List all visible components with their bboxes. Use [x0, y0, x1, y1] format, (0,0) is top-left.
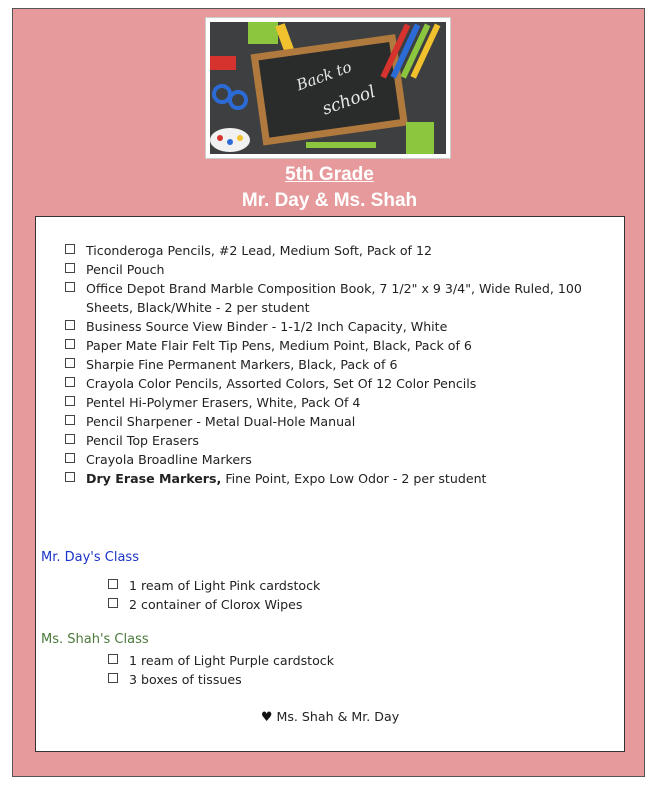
supply-item-text: Fine Point, Expo Low Odor - 2 per student — [221, 471, 487, 486]
supply-item — [65, 355, 610, 374]
chalk-text-line1: Back to — [293, 57, 354, 95]
checkbox[interactable] — [65, 263, 75, 273]
checkbox[interactable] — [65, 453, 75, 463]
supply-item-text: Paper Mate Flair Felt Tip Pens, Medium Point, Black, Pack of 6 — [86, 338, 472, 353]
checkbox[interactable] — [65, 244, 75, 254]
supply-item-text: Pencil Pouch — [86, 262, 165, 277]
signature-text: Ms. Shah & Mr. Day — [276, 709, 400, 724]
signature-line — [36, 709, 624, 725]
checkbox[interactable] — [65, 415, 75, 425]
class-item-text: 3 boxes of tissues — [129, 672, 242, 687]
supply-item — [65, 260, 610, 279]
grade-heading: 5th Grade — [285, 164, 374, 185]
checkbox[interactable] — [108, 579, 118, 589]
supply-list-panel — [35, 216, 625, 752]
supply-item-text: Ticonderoga Pencils, #2 Lead, Medium Soft, Pack of 12 — [86, 243, 433, 258]
class-item — [108, 595, 508, 614]
mr-day-class-list — [108, 576, 508, 614]
supply-item — [65, 317, 610, 336]
checkbox[interactable] — [108, 673, 118, 683]
mr-day-class-heading: Mr. Day's Class — [41, 550, 139, 565]
supply-item-text: Pencil Top Erasers — [86, 433, 199, 448]
supply-item — [65, 374, 610, 393]
ms-shah-class-heading: Ms. Shah's Class — [41, 632, 149, 647]
checkbox[interactable] — [108, 598, 118, 608]
class-item — [108, 576, 508, 595]
checkbox[interactable] — [65, 472, 75, 482]
supply-item-text: Dry Erase Markers, — [86, 471, 222, 486]
class-item-text: 2 container of Clorox Wipes — [129, 597, 303, 612]
teachers-heading: Mr. Day & Ms. Shah — [241, 190, 418, 211]
back-to-school-image — [205, 17, 451, 159]
heart-icon: ♥ — [260, 710, 273, 725]
supply-item — [65, 450, 610, 469]
supply-item — [65, 279, 610, 317]
supply-item-text: Pencil Sharpener - Metal Dual-Hole Manual — [86, 414, 356, 429]
checkbox[interactable] — [65, 320, 75, 330]
class-item-text: 1 ream of Light Pink cardstock — [129, 578, 321, 593]
class-item — [108, 670, 508, 689]
supply-item-text: Sharpie Fine Permanent Markers, Black, Pack of 6 — [86, 357, 398, 372]
checkbox[interactable] — [108, 654, 118, 664]
supply-list — [65, 241, 610, 488]
checkbox[interactable] — [65, 434, 75, 444]
checkbox[interactable] — [65, 282, 75, 292]
supply-item — [65, 412, 610, 431]
supply-item-text: Crayola Color Pencils, Assorted Colors, Set Of 12 Color Pencils — [86, 376, 477, 391]
supply-item-text: Office Depot Brand Marble Composition Book, 7 1/2" x 9 3/4", Wide Ruled, 100 Sheets, Black/White - 2 per student — [86, 281, 582, 315]
supply-item-text: Pentel Hi-Polymer Erasers, White, Pack Of 4 — [86, 395, 361, 410]
checkbox[interactable] — [65, 358, 75, 368]
checkbox[interactable] — [65, 339, 75, 349]
supply-item — [65, 336, 610, 355]
supply-item-text: Crayola Broadline Markers — [86, 452, 252, 467]
chalk-text-line2: school — [319, 81, 379, 120]
supply-item — [65, 469, 610, 488]
ms-shah-class-list — [108, 651, 508, 689]
supply-item — [65, 431, 610, 450]
class-item — [108, 651, 508, 670]
supply-item — [65, 241, 610, 260]
supply-item-text: Business Source View Binder - 1-1/2 Inch Capacity, White — [86, 319, 448, 334]
supply-item — [65, 393, 610, 412]
class-item-text: 1 ream of Light Purple cardstock — [129, 653, 335, 668]
checkbox[interactable] — [65, 377, 75, 387]
checkbox[interactable] — [65, 396, 75, 406]
